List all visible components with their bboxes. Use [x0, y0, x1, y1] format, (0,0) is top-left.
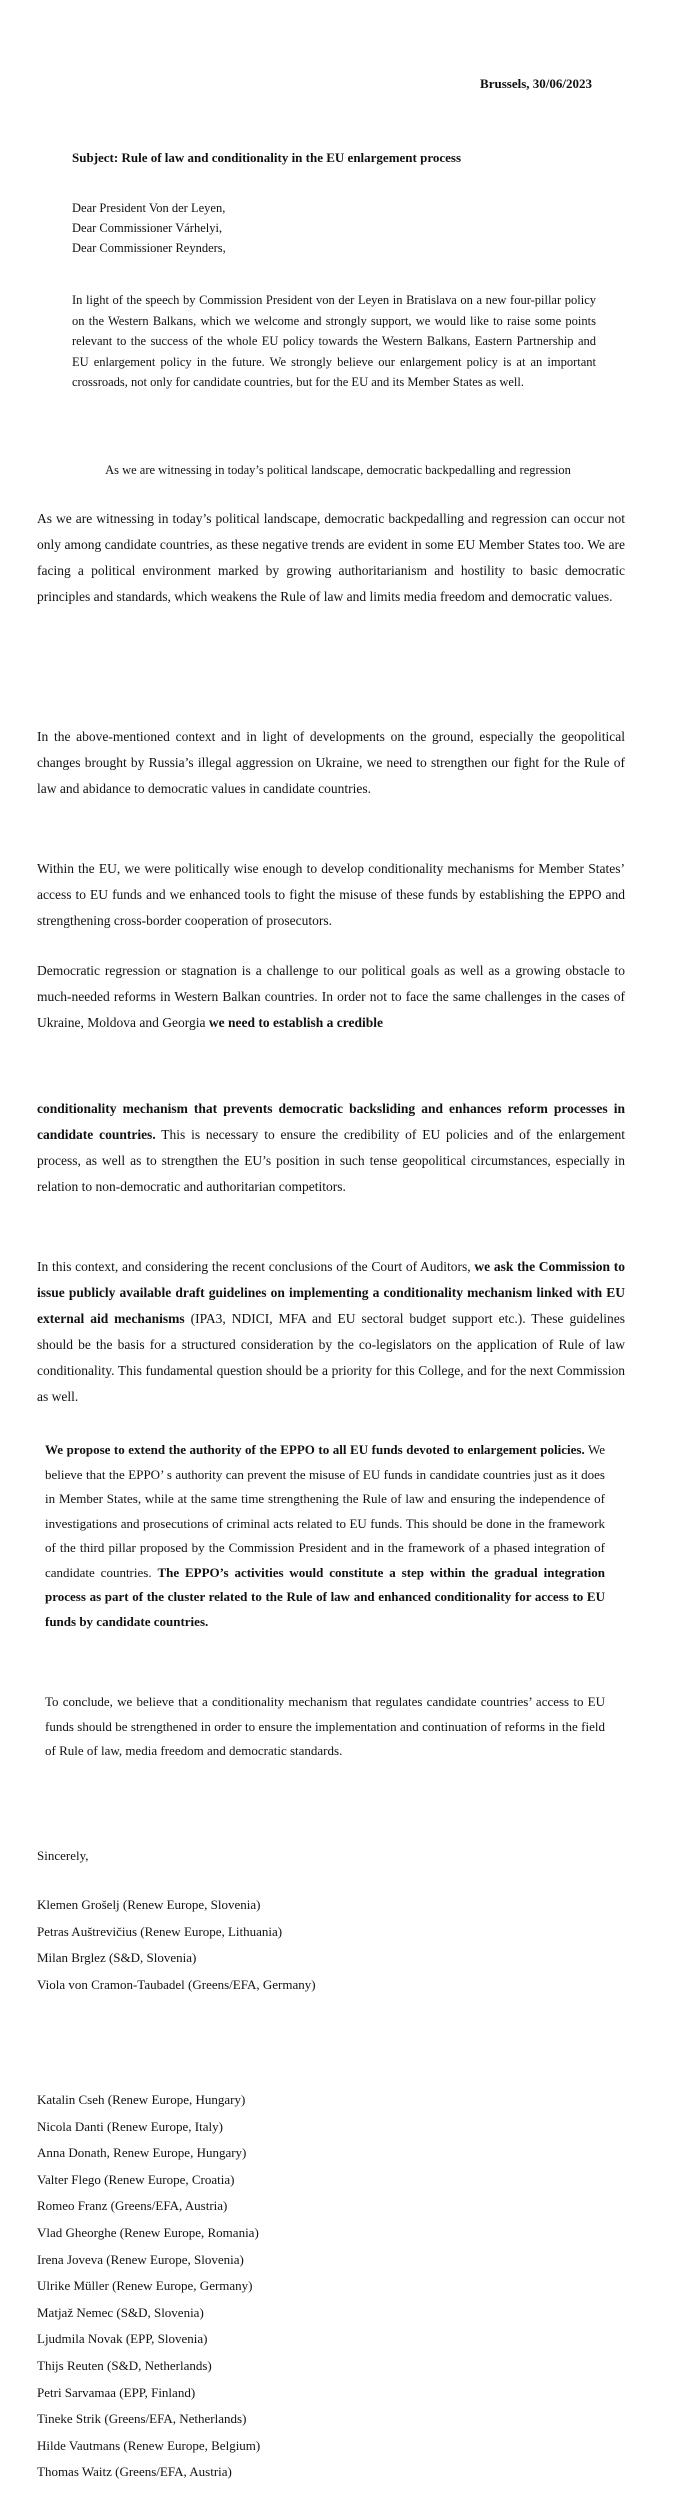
- salutation-line: Dear President Von der Leyen,: [72, 201, 226, 215]
- signatories-primary: [37, 1892, 316, 1998]
- emphasis-text: The EPPO’s activities would constitute a step within the gradual integration process as part of the cluster related to the Rule of law and enhanced conditionality for access to EU funds by candidate countries.: [45, 1564, 605, 1629]
- intro-paragraph: In light of the speech by Commission President von der Leyen in Bratislava on a new four-pillar policy on the Western Balkans, which we welcome and strongly support, we would like to raise some points relevant to the success of the whole EU policy towards the Western Balkans, Eastern Partnership and EU enlargement policy in the future. We strongly believe our enlargement policy is at an important crossroads, not only for candidate countries, but for the EU and its Member States as well.: [72, 293, 596, 389]
- signatory: Vlad Gheorghe (Renew Europe, Romania): [37, 2224, 259, 2240]
- emphasis-text: conditionality mechanism that prevents democratic backsliding and enhances reform processes in candidate countries.: [37, 1101, 625, 1142]
- paragraph-geopolitics: In the above-mentioned context and in light of developments on the ground, especially the geopolitical changes brought by Russia’s illegal aggression on Ukraine, we need to strengthen our fight for the Rule of law and abidance to democratic values in candidate countries.: [37, 729, 625, 796]
- salutations: [72, 198, 226, 258]
- paragraph-text: We believe that the EPPO’ s authority can prevent the misuse of EU funds in candidate countries just as it does in Member States, while at the same time strengthening the Rule of law and ensuring the independence of investigations and prosecutions of criminal acts related to EU funds. This should be done in the framework of the third pillar proposed by the Commission President and in the framework of a phased integration of candidate countries.: [45, 1442, 605, 1580]
- paragraph-eu-mechanisms: Within the EU, we were politically wise enough to develop conditionality mechanisms for Member States’ access to EU funds and we enhanced tools to fight the misuse of these funds by establishing the EPPO and strengthening cross-border cooperation of prosecutors.: [37, 861, 625, 928]
- signatory: Milan Brglez (S&D, Slovenia): [37, 1950, 197, 1966]
- signatory: Anna Donath, Renew Europe, Hungary): [37, 2145, 247, 2161]
- signatory: Valter Flego (Renew Europe, Croatia): [37, 2171, 235, 2187]
- salutation-line: Dear Commissioner Reynders,: [72, 241, 226, 255]
- paragraph-guidelines: [37, 1254, 625, 1410]
- signatory: Matjaž Nemec (S&D, Slovenia): [37, 2304, 204, 2320]
- signatory: Romeo Franz (Greens/EFA, Austria): [37, 2198, 228, 2214]
- paragraph-regression: [37, 958, 625, 1036]
- paragraph-text: (IPA3, NDICI, MFA and EU sectoral budget support etc.). These guidelines should be the basis for a structured consideration by the co-legislators on the application of Rule of law conditionality. This fundamental question should be a priority for this College, and for the next Commission as well.: [37, 1311, 625, 1404]
- paragraph-conditionality: [37, 1096, 625, 1200]
- signatory: Thijs Reuten (S&D, Netherlands): [37, 2357, 212, 2373]
- signatory: Tineke Strik (Greens/EFA, Netherlands): [37, 2411, 247, 2427]
- centered-line: As we are witnessing in today’s political landscape, democratic backpedalling and regression: [105, 463, 571, 477]
- paragraph-conclusion: To conclude, we believe that a conditionality mechanism that regulates candidate countries’ access to EU funds should be strengthened in order to ensure the implementation and continuation of reforms in the field of Rule of law, media freedom and democratic standards.: [45, 1694, 605, 1758]
- salutation-line: Dear Commissioner Várhelyi,: [72, 221, 223, 235]
- letter-subject: Subject: Rule of law and conditionality in the EU enlargement process: [72, 150, 462, 165]
- signatory: Irena Joveva (Renew Europe, Slovenia): [37, 2251, 244, 2267]
- signatories-secondary: [37, 2087, 260, 2486]
- letter-date: Brussels, 30/06/2023: [480, 76, 592, 91]
- signatory: Nicola Danti (Renew Europe, Italy): [37, 2118, 223, 2134]
- paragraph-text: This is necessary to ensure the credibility of EU policies and of the enlargement process, as well as to strengthen the EU’s position in such tense geopolitical circumstances, especially in relation to non-democratic and authoritarian competitors.: [37, 1127, 626, 1194]
- paragraph-text: In this context, and considering the recent conclusions of the Court of Auditors,: [37, 1259, 475, 1274]
- emphasis-text: We propose to extend the authority of the EPPO to all EU funds devoted to enlargement policies.: [45, 1442, 585, 1457]
- signatory: Klemen Grošelj (Renew Europe, Slovenia): [37, 1897, 261, 1912]
- signatory: Katalin Cseh (Renew Europe, Hungary): [37, 2092, 246, 2107]
- emphasis-text: we need to establish a credible: [208, 1015, 383, 1030]
- closing-line: Sincerely,: [37, 1848, 89, 1863]
- paragraph-backsliding: As we are witnessing in today’s political landscape, democratic backpedalling and regression can occur not only among candidate countries, as these negative trends are evident in some EU Member States too. We are facing a political environment marked by growing authoritarianism and hostility to basic democratic principles and standards, which weakens the Rule of law and limits media freedom and democratic values.: [37, 511, 625, 604]
- signatory: Petri Sarvamaa (EPP, Finland): [37, 2384, 196, 2400]
- signatory: Hilde Vautmans (Renew Europe, Belgium): [37, 2437, 261, 2453]
- signatory: Ulrike Müller (Renew Europe, Germany): [37, 2278, 253, 2294]
- signatory: Viola von Cramon-Taubadel (Greens/EFA, Germany): [37, 1976, 316, 1992]
- signatory: Thomas Waitz (Greens/EFA, Austria): [37, 2464, 232, 2480]
- signatory: Petras Auštrevičius (Renew Europe, Lithuania): [37, 1923, 283, 1939]
- paragraph-eppo: [45, 1438, 605, 1634]
- signatory: Ljudmila Novak (EPP, Slovenia): [37, 2331, 208, 2347]
- emphasis-text: we ask the Commission to issue publicly available draft guidelines on implementing a conditionality mechanism linked with EU external aid mechanisms: [37, 1259, 625, 1326]
- paragraph-text: Democratic regression or stagnation is a challenge to our political goals as well as a growing obstacle to much-needed reforms in Western Balkan countries. In order not to face the same challenges in the cases of Ukraine, Moldova and Georgia: [37, 963, 625, 1030]
